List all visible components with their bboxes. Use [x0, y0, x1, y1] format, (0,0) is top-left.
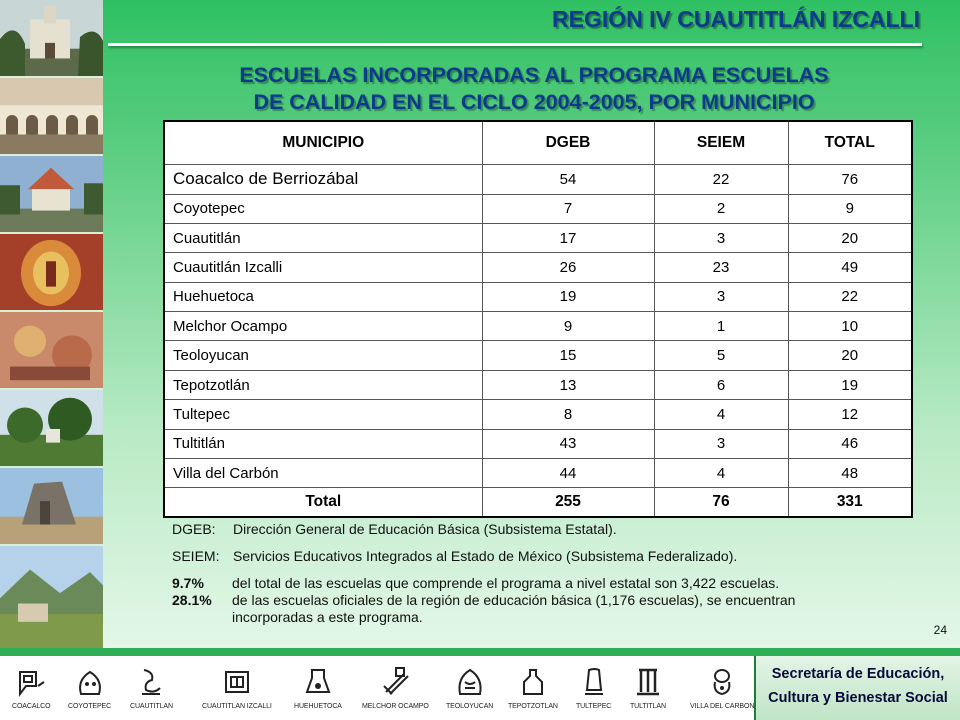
municipality-glyph-strip: [12, 664, 755, 716]
municipality-label: VILLA DEL CARBON: [690, 703, 755, 710]
note-stat-1: [172, 575, 912, 592]
table-row: [164, 282, 912, 311]
municipality-cuautitlan: [130, 664, 173, 710]
total-cell: 20: [788, 341, 912, 370]
total-cell: 9: [788, 194, 912, 223]
stat-2-continuation-text: incorporadas a este programa.: [232, 609, 423, 625]
dgeb-cell: 17: [482, 223, 654, 252]
total-cell: 22: [788, 282, 912, 311]
seiem-cell: 22: [654, 164, 788, 194]
mural-photo: [0, 312, 103, 390]
municipio-cell: Cuautitlán: [164, 223, 482, 252]
column-header-seiem: SEIEM: [654, 121, 788, 164]
municipality-label: CUAUTITLAN IZCALLI: [202, 703, 272, 710]
municipio-cell: Coacalco de Berriozábal: [164, 164, 482, 194]
seiem-cell: 23: [654, 253, 788, 282]
total-row: [164, 488, 912, 517]
footer: [0, 656, 960, 720]
teoloyucan-glyph-icon: [453, 664, 487, 700]
note-dgeb-label: DGEB:: [172, 521, 216, 537]
municipality-huehuetoca: [294, 664, 342, 710]
page-number: 24: [933, 623, 947, 637]
note-seiem-label: SEIEM:: [172, 548, 220, 564]
total-cell: 10: [788, 312, 912, 341]
stat-1-value: 9.7%: [172, 575, 204, 591]
municipality-label: TEPOTZOTLAN: [508, 703, 558, 710]
arcade-photo: [0, 78, 103, 156]
seiem-cell: 4: [654, 400, 788, 429]
seiem-cell: 3: [654, 223, 788, 252]
municipality-label: TEOLOYUCAN: [446, 703, 494, 710]
table-row: [164, 194, 912, 223]
garden-photo: [0, 390, 103, 468]
table-row: [164, 459, 912, 488]
note-seiem: [172, 548, 912, 565]
municipality-label: TULTEPEC: [576, 703, 612, 710]
dgeb-cell: 54: [482, 164, 654, 194]
coacalco-glyph-icon: [14, 664, 48, 700]
stat-2-text: de las escuelas oficiales de la región de educación básica (1,176 escuelas), se encuentran: [232, 592, 796, 608]
table-row: [164, 253, 912, 282]
cuautitlan-izcalli-glyph-icon: [220, 664, 254, 700]
dgeb-cell: 15: [482, 341, 654, 370]
total-cell: 46: [788, 429, 912, 458]
seiem-cell: 2: [654, 194, 788, 223]
municipio-cell: Tepotzotlán: [164, 370, 482, 399]
column-header-total: TOTAL: [788, 121, 912, 164]
dgeb-cell: 43: [482, 429, 654, 458]
table-row: [164, 341, 912, 370]
secretaria-line-2: Cultura y Bienestar Social: [768, 690, 948, 706]
table-row: [164, 312, 912, 341]
municipio-cell: Villa del Carbón: [164, 459, 482, 488]
municipality-cuautitlan-izcalli: [202, 664, 272, 710]
table-header-row: [164, 121, 912, 164]
seiem-cell: 1: [654, 312, 788, 341]
cuautitlan-glyph-icon: [134, 664, 168, 700]
kiosk-photo: [0, 156, 103, 234]
dgeb-cell: 9: [482, 312, 654, 341]
note-stat-2: [172, 592, 912, 609]
total-label-cell: Total: [164, 488, 482, 517]
total-dgeb-cell: 255: [482, 488, 654, 517]
ruins-photo: [0, 468, 103, 546]
grand-total-cell: 331: [788, 488, 912, 517]
dgeb-cell: 44: [482, 459, 654, 488]
dgeb-cell: 19: [482, 282, 654, 311]
municipality-coyotepec: [68, 664, 111, 710]
municipality-label: TULTITLAN: [630, 703, 666, 710]
total-cell: 20: [788, 223, 912, 252]
municipality-tultepec: [576, 664, 611, 710]
footer-band: [0, 648, 960, 656]
table-row: [164, 370, 912, 399]
tepotzotlan-glyph-icon: [516, 664, 550, 700]
header-rule: [108, 43, 922, 46]
municipality-melchor-ocampo: [362, 664, 429, 710]
church-photo: [0, 0, 103, 78]
column-header-municipio: MUNICIPIO: [164, 121, 482, 164]
municipality-coacalco: [12, 664, 51, 710]
total-cell: 19: [788, 370, 912, 399]
municipality-label: COACALCO: [12, 703, 51, 710]
secretaria-line-1: Secretaría de Educación,: [771, 666, 945, 682]
table-row: [164, 429, 912, 458]
tultitlan-glyph-icon: [631, 664, 665, 700]
municipio-cell: Tultepec: [164, 400, 482, 429]
seiem-cell: 5: [654, 341, 788, 370]
tultepec-glyph-icon: [577, 664, 611, 700]
photo-strip: [0, 0, 103, 648]
stat-1-text: del total de las escuelas que comprende el programa a nivel estatal son 3,422 escuelas.: [232, 575, 780, 591]
note-stat-2-continuation: [172, 609, 912, 626]
total-seiem-cell: 76: [654, 488, 788, 517]
total-cell: 12: [788, 400, 912, 429]
stat-2-value: 28.1%: [172, 592, 212, 608]
dgeb-cell: 26: [482, 253, 654, 282]
huehuetoca-glyph-icon: [301, 664, 335, 700]
table-row: [164, 223, 912, 252]
seiem-cell: 6: [654, 370, 788, 399]
table-row: [164, 164, 912, 194]
municipality-label: HUEHUETOCA: [294, 703, 342, 710]
seiem-cell: 4: [654, 459, 788, 488]
municipality-label: MELCHOR OCAMPO: [362, 703, 429, 710]
municipality-label: CUAUTITLAN: [130, 703, 173, 710]
municipality-tultitlan: [630, 664, 666, 710]
total-cell: 48: [788, 459, 912, 488]
altar-photo: [0, 234, 103, 312]
dgeb-cell: 13: [482, 370, 654, 399]
main-title-line-1: ESCUELAS INCORPORADAS AL PROGRAMA ESCUELAS: [239, 63, 829, 87]
municipality-villa-del-carbon: [690, 664, 754, 710]
note-seiem-text: Servicios Educativos Integrados al Estado de México (Subsistema Federalizado).: [233, 548, 738, 564]
municipio-cell: Melchor Ocampo: [164, 312, 482, 341]
main-title: [108, 62, 960, 116]
table-notes: [172, 521, 912, 626]
secretaria-block: [754, 656, 960, 720]
municipio-cell: Tultitlán: [164, 429, 482, 458]
region-title: REGIÓN IV CUAUTITLÁN IZCALLI: [552, 6, 920, 32]
seiem-cell: 3: [654, 429, 788, 458]
note-dgeb: [172, 521, 912, 538]
total-cell: 76: [788, 164, 912, 194]
municipio-cell: Teoloyucan: [164, 341, 482, 370]
main-title-line-2: DE CALIDAD EN EL CICLO 2004-2005, POR MUNICIPIO: [253, 90, 815, 114]
column-header-dgeb: DGEB: [482, 121, 654, 164]
municipio-cell: Cuautitlán Izcalli: [164, 253, 482, 282]
seiem-cell: 3: [654, 282, 788, 311]
municipality-tepotzotlan: [508, 664, 558, 710]
dgeb-cell: 8: [482, 400, 654, 429]
note-dgeb-text: Dirección General de Educación Básica (Subsistema Estatal).: [233, 521, 617, 537]
villa-del-carbon-glyph-icon: [705, 664, 739, 700]
dgeb-cell: 7: [482, 194, 654, 223]
table-row: [164, 400, 912, 429]
landscape-photo: [0, 546, 103, 648]
total-cell: 49: [788, 253, 912, 282]
municipio-cell: Huehuetoca: [164, 282, 482, 311]
melchor-ocampo-glyph-icon: [378, 664, 412, 700]
coyotepec-glyph-icon: [73, 664, 107, 700]
schools-table: [163, 120, 913, 518]
municipality-teoloyucan: [446, 664, 493, 710]
municipio-cell: Coyotepec: [164, 194, 482, 223]
municipality-label: COYOTEPEC: [68, 703, 112, 710]
